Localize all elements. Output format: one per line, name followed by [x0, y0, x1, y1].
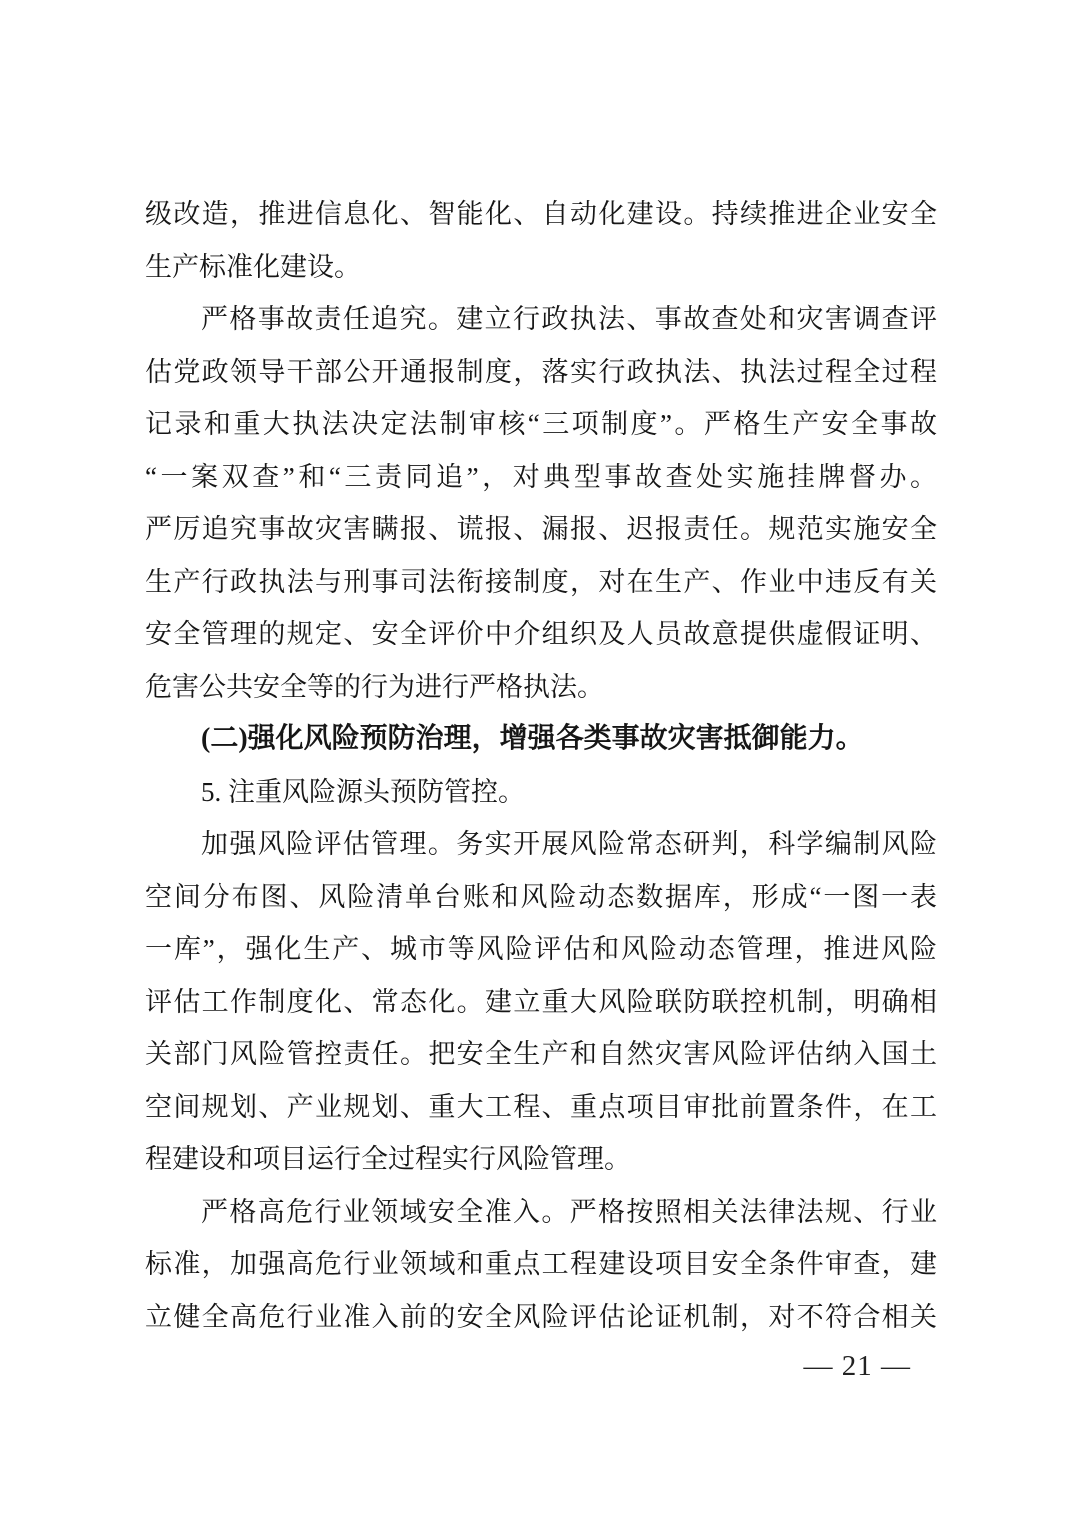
- text-line: 评估工作制度化、常态化。建立重大风险联防联控机制，明确相: [145, 986, 937, 1017]
- text-line: 生产标准化建设。: [145, 251, 361, 282]
- text-line: 加强风险评估管理。务实开展风险常态研判，科学编制风险: [201, 829, 937, 859]
- text-line: 级改造，推进信息化、智能化、自动化建设。持续推进企业安全: [145, 199, 937, 229]
- text-line: 标准，加强高危行业领域和重点工程建设项目安全条件审查，建: [145, 1249, 937, 1279]
- text-line: 估党政领导干部公开通报制度，落实行政执法、执法过程全过程: [145, 356, 937, 387]
- text-line: 5. 注重风险源头预防管控。: [201, 776, 525, 807]
- text-line: 程建设和项目运行全过程实行风险管理。: [145, 1144, 631, 1174]
- text-line: 关部门风险管控责任。把安全生产和自然灾害风险评估纳入国土: [145, 1039, 937, 1069]
- text-line: 记录和重大执法决定法制审核“三项制度”。严格生产安全事故: [145, 409, 937, 439]
- text-line: 危害公共安全等的行为进行严格执法。: [145, 671, 604, 702]
- text-line: (二)强化风险预防治理，增强各类事故灾害抵御能力。: [201, 723, 864, 754]
- text-line: 安全管理的规定、安全评价中介组织及人员故意提供虚假证明、: [145, 619, 937, 649]
- text-line: 空间分布图、风险清单台账和风险动态数据库，形成“一图一表: [145, 881, 937, 912]
- text-line: 空间规划、产业规划、重大工程、重点项目审批前置条件，在工: [145, 1091, 937, 1122]
- page-number: [804, 1348, 912, 1384]
- text-line: “一案双查”和“三责同追”，对典型事故查处实施挂牌督办。: [145, 461, 937, 492]
- text-block: [145, 188, 937, 1343]
- text-line: 立健全高危行业准入前的安全风险评估论证机制，对不符合相关: [145, 1301, 937, 1332]
- text-line: 生产行政执法与刑事司法衔接制度，对在生产、作业中违反有关: [145, 566, 937, 597]
- text-line: 严格高危行业领域安全准入。严格按照相关法律法规、行业: [201, 1196, 937, 1227]
- page-number-label: — 21 —: [803, 1350, 911, 1382]
- text-line: 一库”，强化生产、城市等风险评估和风险动态管理，推进风险: [145, 934, 937, 964]
- text-line: 严格事故责任追究。建立行政执法、事故查处和灾害调查评: [201, 304, 937, 334]
- text-line: 严厉追究事故灾害瞒报、谎报、漏报、迟报责任。规范实施安全: [145, 514, 937, 544]
